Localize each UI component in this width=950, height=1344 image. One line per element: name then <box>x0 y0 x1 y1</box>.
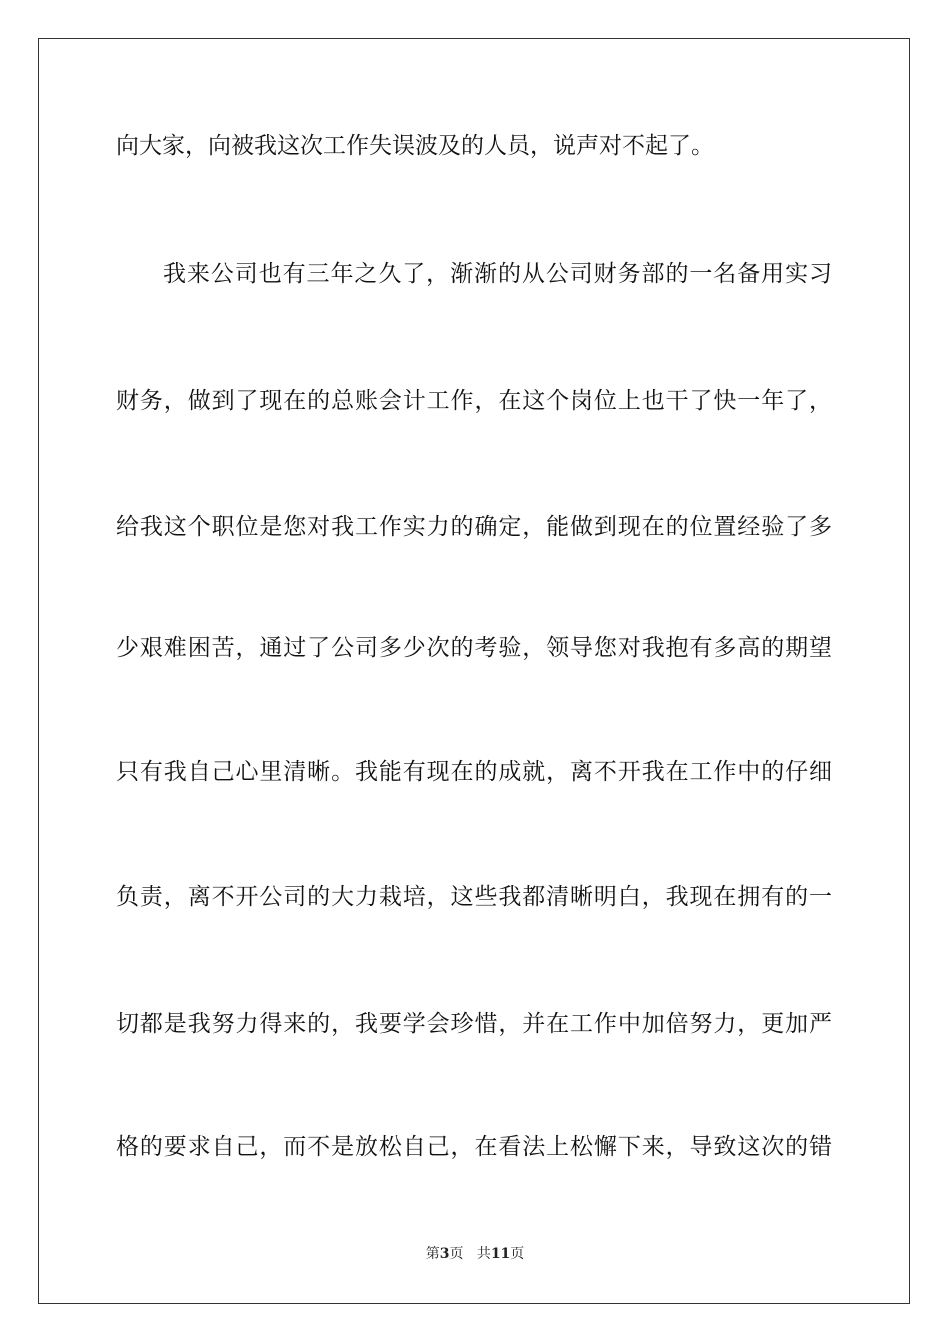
text-line-7: 负责，离不开公司的大力栽培，这些我都清晰明白，我现在拥有的一 <box>116 884 832 910</box>
text-line-9: 格的要求自己，而不是放松自己，在看法上松懈下来，导致这次的错 <box>116 1134 832 1160</box>
total-suffix: 页 <box>510 1246 525 1262</box>
text-line-3: 财务，做到了现在的总账会计工作，在这个岗位上也干了快一年了， <box>116 388 832 414</box>
total-pages: 11 <box>490 1246 511 1262</box>
page-number: 3 <box>439 1246 450 1262</box>
page-footer <box>0 1244 950 1264</box>
page-prefix: 第 <box>425 1246 440 1262</box>
text-line-5: 少艰难困苦，通过了公司多少次的考验，领导您对我抱有多高的期望 <box>116 635 832 661</box>
page-suffix: 页 <box>449 1246 464 1262</box>
text-line-8: 切都是我努力得来的，我要学会珍惜，并在工作中加倍努力，更加严 <box>116 1011 832 1037</box>
text-line-2: 我来公司也有三年之久了，渐渐的从公司财务部的一名备用实习 <box>163 261 832 287</box>
total-prefix: 共 <box>476 1246 491 1262</box>
text-line-1: 向大家，向被我这次工作失误波及的人员，说声对不起了。 <box>116 133 714 159</box>
text-line-6: 只有我自己心里清晰。我能有现在的成就，离不开我在工作中的仔细 <box>116 759 832 785</box>
text-line-4: 给我这个职位是您对我工作实力的确定，能做到现在的位置经验了多 <box>116 514 832 540</box>
page-border <box>38 38 910 1304</box>
